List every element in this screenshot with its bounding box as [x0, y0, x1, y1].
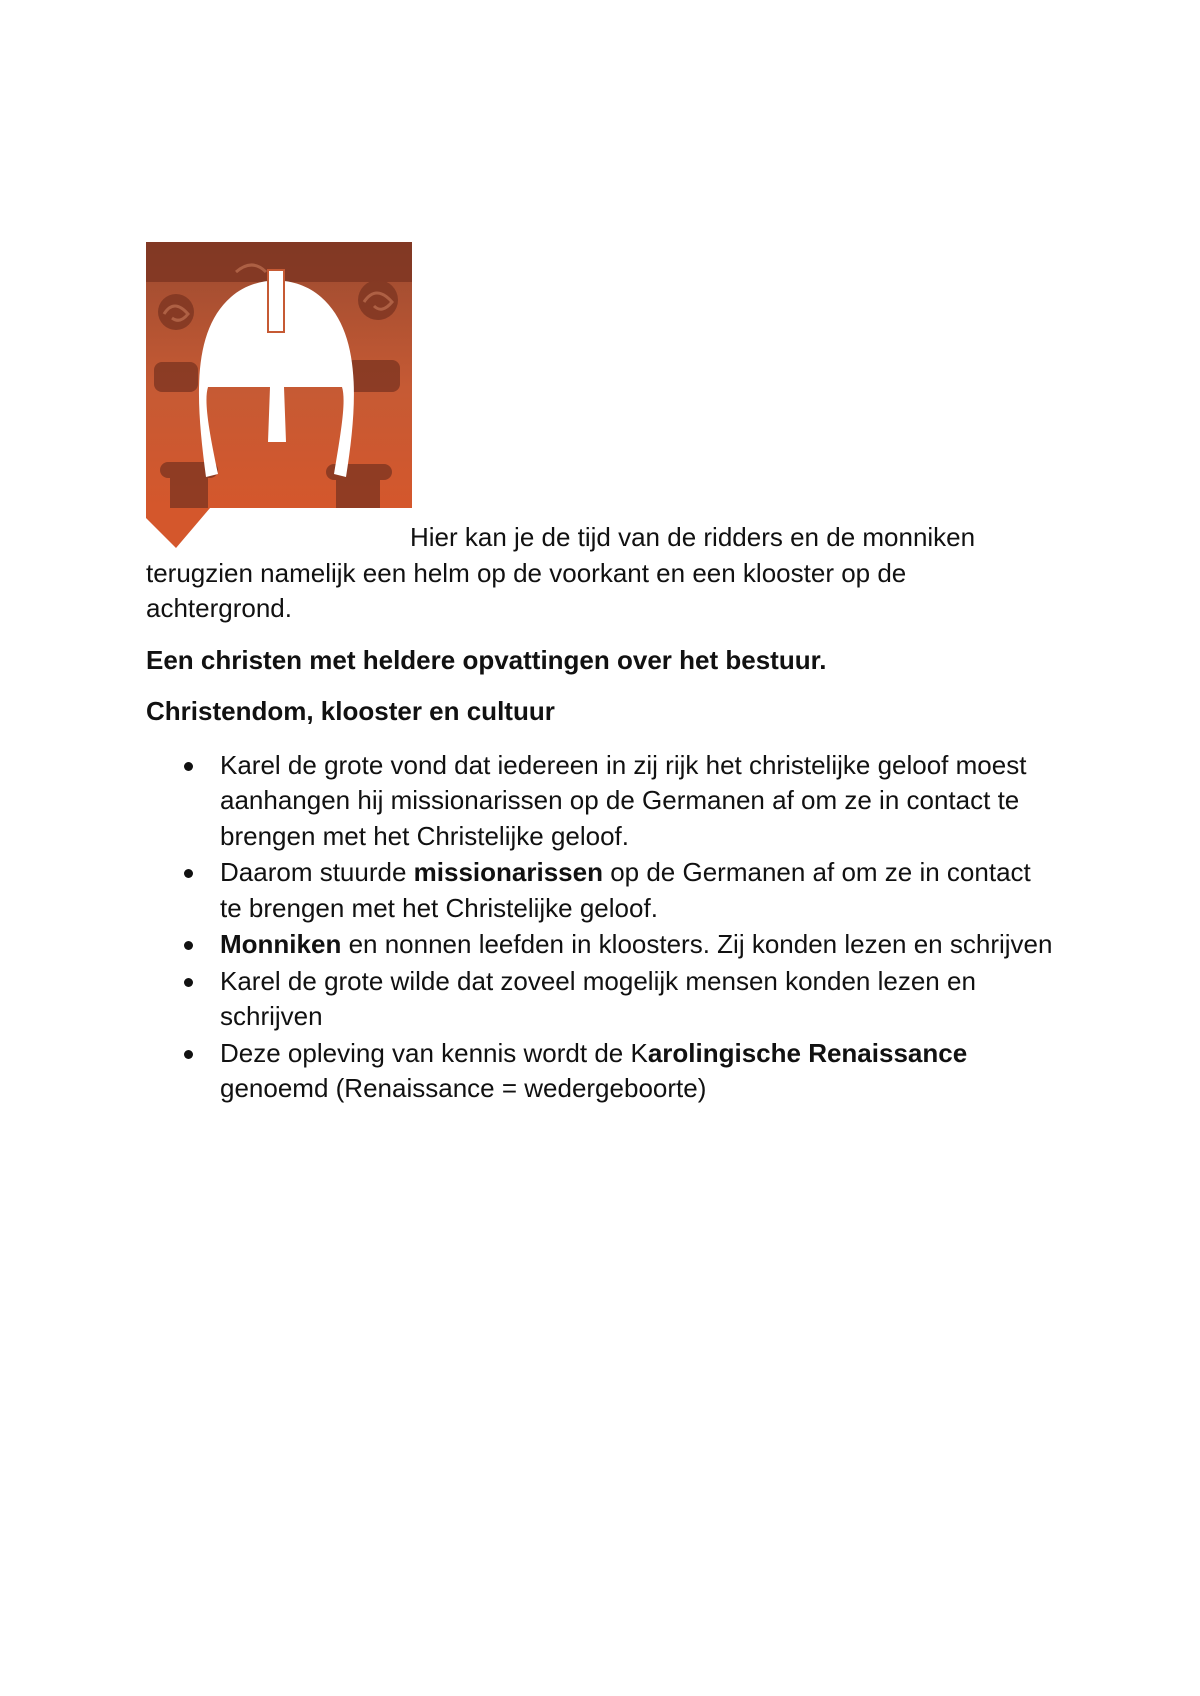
bullet-list: [146, 748, 1056, 1107]
bullet-text: en nonnen leefden in kloosters. Zij konden lezen en schrijven: [341, 929, 1053, 959]
intro-paragraph: [146, 520, 1056, 627]
list-item: [146, 1036, 1056, 1107]
bullet-text: Karel de grote wilde dat zoveel mogelijk mensen konden lezen en schrijven: [220, 965, 976, 1031]
bullet-icon: [184, 762, 193, 771]
heading-christendom: Christendom, klooster en cultuur: [146, 696, 555, 726]
list-item: [146, 855, 1056, 926]
helmet-logo-icon: [146, 242, 412, 548]
bullet-icon: [184, 1050, 193, 1059]
bullet-text: Karel de grote vond dat iedereen in zij rijk het christelijke geloof moest aanhangen hij missionarissen op de Germanen af om ze in contact te brengen met het Christelijke geloof.: [220, 749, 1027, 851]
bullet-icon: [184, 941, 193, 950]
bullet-text: genoemd (Renaissance = wedergeboorte): [220, 1073, 707, 1103]
bullet-bold-text: arolingische Renaissance: [647, 1037, 968, 1068]
intro-line1: Hier kan je de tijd van de ridders en de monniken: [410, 522, 976, 552]
bullet-bold-text: missionarissen: [413, 857, 603, 887]
heading-christen: Een christen met heldere opvattingen over het bestuur.: [146, 644, 827, 675]
bullet-icon: [184, 869, 193, 878]
bullet-icon: [184, 978, 193, 987]
bullet-bold-text: Monniken: [220, 929, 342, 959]
bullet-text: Deze opleving van kennis wordt de K: [220, 1037, 648, 1068]
list-item: [146, 927, 1056, 963]
list-item: [146, 748, 1056, 855]
intro-rest: terugzien namelijk een helm op de voorkant en een klooster op de achtergrond.: [146, 557, 907, 623]
bullet-text: op de Germanen af om ze in contact te brengen met het Christelijke geloof.: [220, 857, 1031, 923]
bullet-text: Daarom stuurde: [220, 857, 414, 887]
list-item: [146, 964, 1056, 1035]
